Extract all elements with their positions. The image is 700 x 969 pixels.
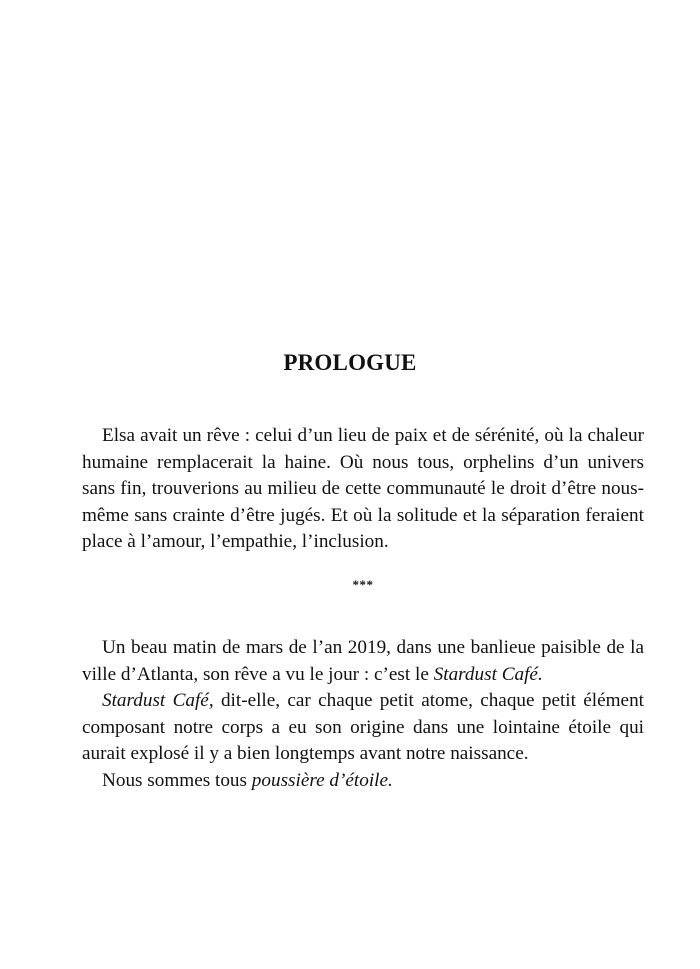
story-paragraph-3 <box>82 768 644 795</box>
section-separator: *** <box>352 577 374 592</box>
intro-section <box>82 423 644 556</box>
cafe-name-italic: Stardust Café. <box>433 663 543 685</box>
chapter-title: PROLOGUE <box>283 350 417 375</box>
story-paragraph-1-text: Un beau matin de mars de l’an 2019, dans une banlieue paisible de la ville d’Atlanta, son rêve a vu le jour : c’est le <box>82 637 644 685</box>
story-paragraph-2-text: , dit-elle, car chaque petit atome, chaque petit élément composant notre corps a eu son origine dans une lointaine étoile qui aurait explosé il y a bien longtemps avant notre naissance. <box>82 690 644 764</box>
story-paragraph-3-text: Nous sommes tous <box>102 769 252 791</box>
intro-paragraph: Elsa avait un rêve : celui d’un lieu de paix et de sérénité, où la chaleur humaine remplacerait la haine. Où nous tous, orphelins d’un univers sans fin, trouverions au milieu de cette communauté le droit d’être nous-même sans crainte d’être jugés. Et où la solitude et la séparation feraient place à l’amour, l’empathie, l’inclusion. <box>82 425 644 552</box>
stardust-italic: poussière d’étoile. <box>251 769 393 791</box>
story-paragraph-1 <box>82 635 644 688</box>
cafe-name-italic: Stardust Café <box>102 690 209 711</box>
story-section <box>82 635 644 794</box>
story-paragraph-2 <box>82 688 644 768</box>
